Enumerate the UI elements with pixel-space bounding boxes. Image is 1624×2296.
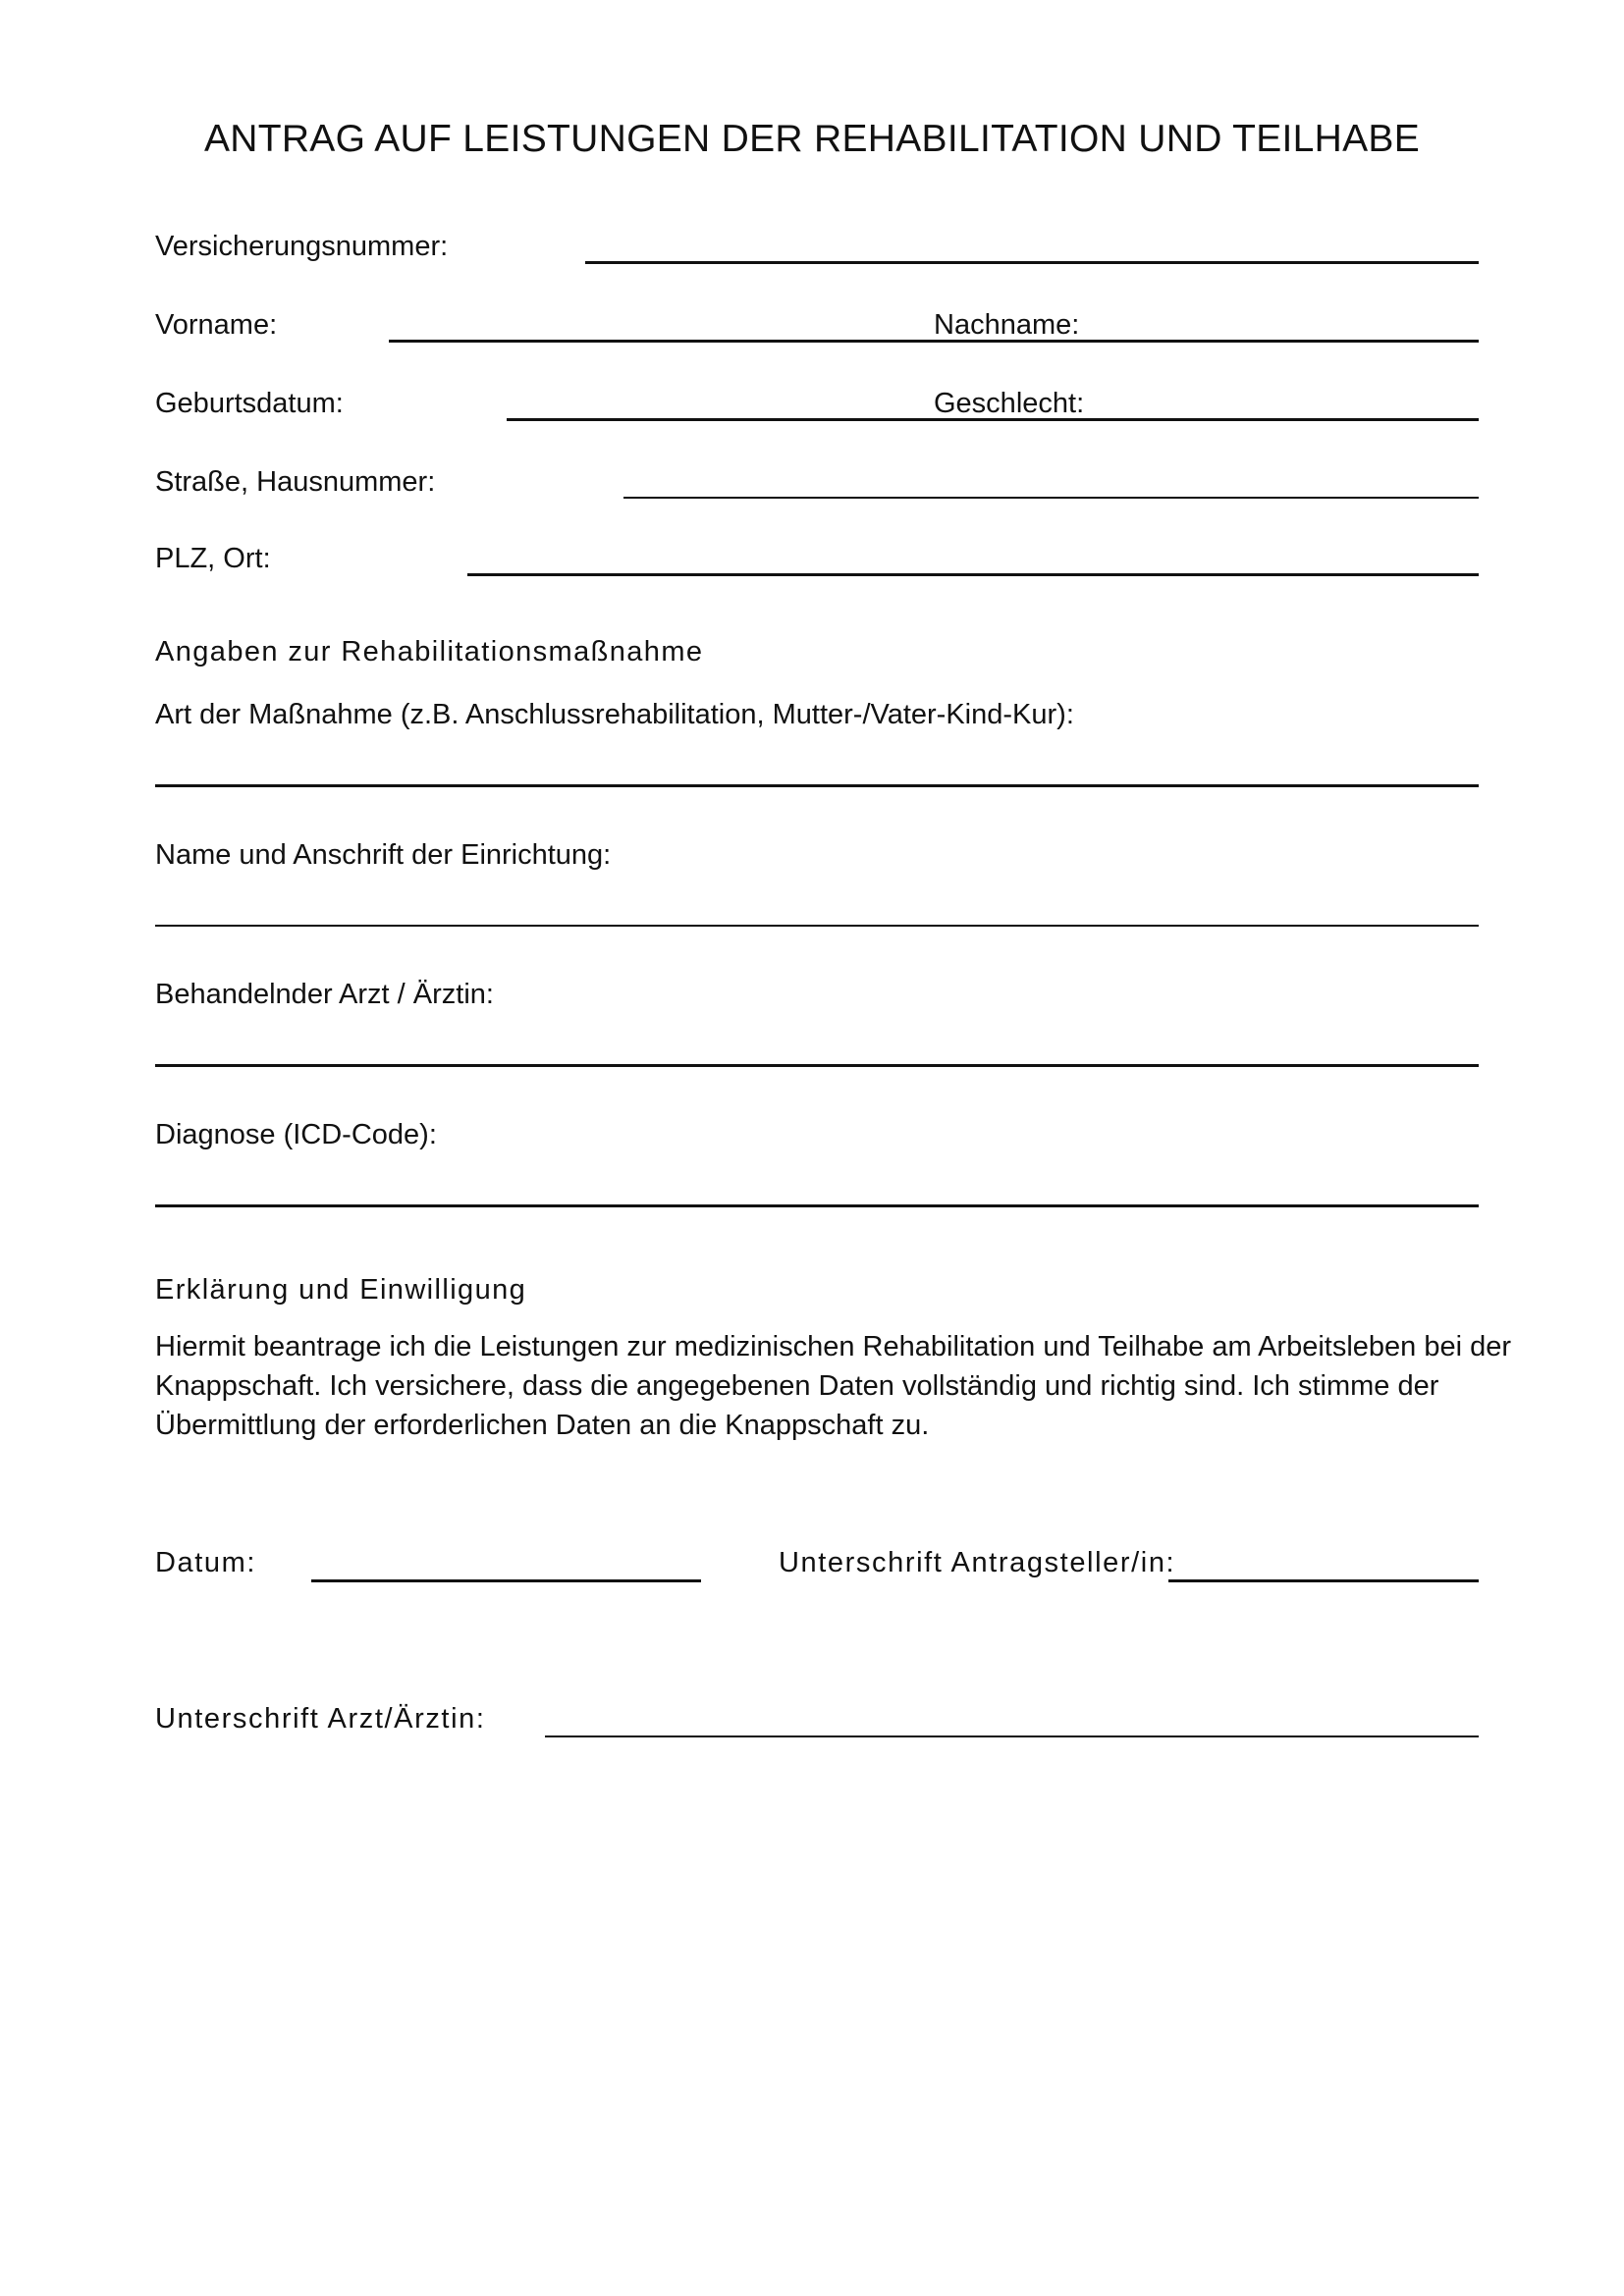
diagnosis-field[interactable] — [155, 1204, 1479, 1207]
insurance-number-label: Versicherungsnummer: — [155, 231, 449, 262]
rehab-section-title: Angaben zur Rehabilitationsmaßnahme — [155, 636, 704, 667]
street-field[interactable] — [623, 497, 1479, 499]
last-name-label: Nachname: — [934, 309, 1080, 341]
declaration-line: Hiermit beantrage ich die Leistungen zur medizinischen Rehabilitation und Teilhabe am Arbeitsleben bei der — [155, 1331, 1512, 1362]
gender-label: Geschlecht: — [934, 388, 1085, 419]
doctor-field[interactable] — [155, 1064, 1479, 1067]
measure-type-field[interactable] — [155, 784, 1479, 787]
birth-date-label: Geburtsdatum: — [155, 388, 344, 419]
insurance-number-field[interactable] — [585, 261, 1479, 264]
date-field[interactable] — [311, 1579, 701, 1582]
applicant-signature-label: Unterschrift Antragsteller/in: — [779, 1547, 1176, 1578]
facility-label: Name und Anschrift der Einrichtung: — [155, 839, 612, 871]
facility-field[interactable] — [155, 925, 1479, 927]
date-label: Datum: — [155, 1547, 257, 1578]
doctor-signature-field[interactable] — [545, 1735, 1479, 1737]
street-label: Straße, Hausnummer: — [155, 466, 436, 498]
zip-city-label: PLZ, Ort: — [155, 543, 271, 574]
applicant-signature-field[interactable] — [1168, 1579, 1479, 1582]
first-name-label: Vorname: — [155, 309, 278, 341]
document-title: ANTRAG AUF LEISTUNGEN DER REHABILITATION UND TEILHABE — [203, 118, 1421, 160]
zip-city-field[interactable] — [467, 573, 1479, 576]
declaration-section-title: Erklärung und Einwilligung — [155, 1274, 527, 1306]
declaration-line: Übermittlung der erforderlichen Daten an die Knappschaft zu. — [155, 1410, 930, 1441]
declaration-text — [155, 1327, 1512, 1445]
diagnosis-label: Diagnose (ICD-Code): — [155, 1119, 437, 1150]
declaration-line: Knappschaft. Ich versichere, dass die angegebenen Daten vollständig und richtig sind. Ich stimme der — [155, 1370, 1439, 1402]
doctor-label: Behandelnder Arzt / Ärztin: — [155, 979, 494, 1010]
measure-type-label: Art der Maßnahme (z.B. Anschlussrehabilitation, Mutter-/Vater-Kind-Kur): — [155, 699, 1074, 730]
doctor-signature-label: Unterschrift Arzt/Ärztin: — [155, 1703, 486, 1735]
